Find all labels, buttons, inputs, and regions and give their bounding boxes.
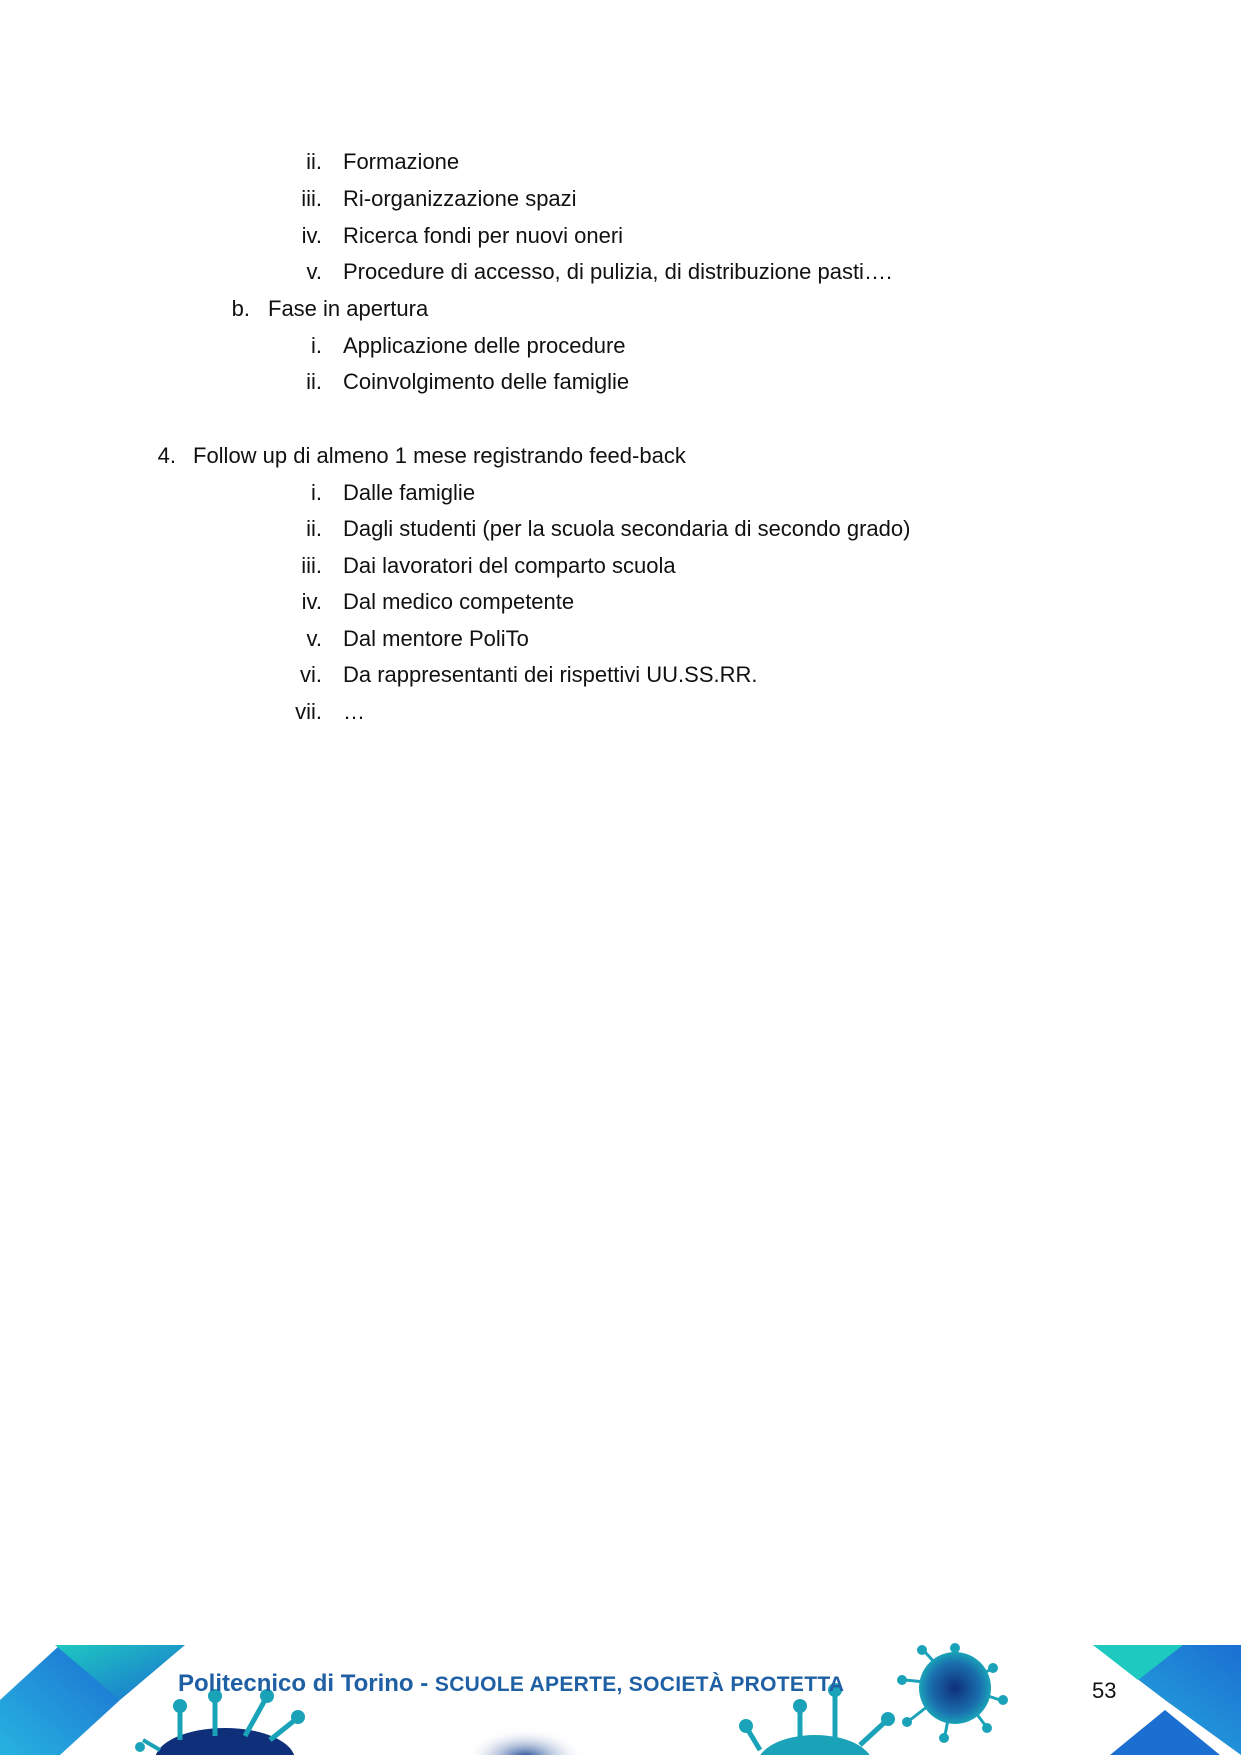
virus-graphic-right [897,1643,1008,1743]
list-text: Dal medico competente [343,589,575,614]
list-marker: v. [306,259,322,284]
list-text: Dai lavoratori del comparto scuola [343,553,676,578]
list-marker: iv. [301,589,322,614]
list-marker: b. [231,296,250,321]
list-marker: iii. [301,186,322,211]
list-text: Follow up di almeno 1 mese registrando feed-back [193,443,686,468]
list-text: Da rappresentanti dei rispettivi UU.SS.RR. [343,662,758,687]
list-text: Ricerca fondi per nuovi oneri [343,223,624,248]
list-text: … [343,699,365,724]
page-number: 53 [1092,1678,1117,1703]
list-marker: vii. [295,699,322,724]
list-text: Formazione [343,149,460,174]
page-footer [0,1640,1241,1755]
list-marker: ii. [306,516,322,541]
list-text: Fase in apertura [268,296,429,321]
list-text: Dal mentore PoliTo [343,626,529,651]
list-text: Applicazione delle procedure [343,333,626,358]
footer-institution: Politecnico di Torino - [178,1670,435,1697]
list-text: Dalle famiglie [343,480,476,505]
virus-graphic-blur [465,1728,585,1755]
list-marker: iii. [301,553,322,578]
list-marker: iv. [301,223,322,248]
list-marker: vi. [300,662,322,687]
list-text: Ri-organizzazione spazi [343,186,577,211]
list-marker: 4. [157,443,176,468]
list-text: Procedure di accesso, di pulizia, di distribuzione pasti…. [343,259,893,284]
list-marker: v. [306,626,322,651]
list-marker: i. [311,333,322,358]
footer-tagline: SCUOLE APERTE, SOCIETÀ PROTETTA [434,1673,845,1696]
list-marker: ii. [306,149,322,174]
list-text: Coinvolgimento delle famiglie [343,369,630,394]
virus-graphic-left [135,1689,305,1755]
list-text: Dagli studenti (per la scuola secondaria di secondo grado) [343,516,911,541]
list-marker: i. [311,480,322,505]
footer-title [178,1670,844,1698]
list-marker: ii. [306,369,322,394]
